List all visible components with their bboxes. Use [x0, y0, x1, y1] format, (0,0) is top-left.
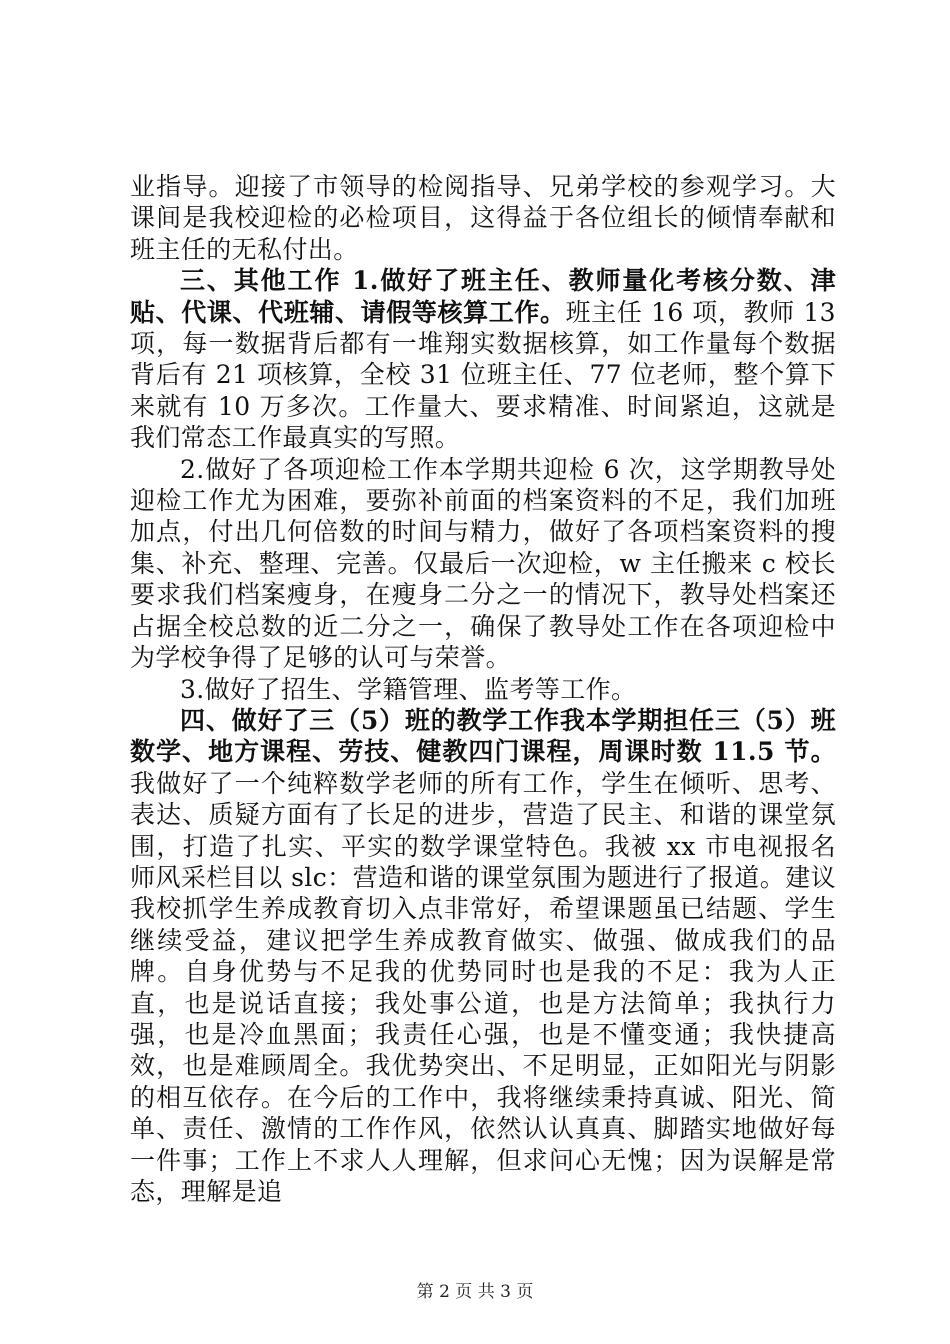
page-number-label: 第 2 页 共 3 页 [416, 1282, 534, 1302]
paragraph-4-text: 3.做好了招生、学籍管理、监考等工作。 [180, 674, 637, 704]
paragraph-4 [130, 674, 836, 705]
paragraph-5-text: 我做好了一个纯粹数学老师的所有工作，学生在倾听、思考、表达、质疑方面有了长足的进步，营造了民主、和谐的课堂氛围，打造了扎实、平实的数学课堂特色。我被 xx 市电视报名师风采栏目以 slc：营造和谐的课堂氛围为题进行了报道。建议我校抓学生养成教育切入点非常好，希望课题虽已结题、学生继续受益，建议把学生养成教育做实、做强、做成我们的品牌。自身优势与不足我的优势同时也是我的不足：我为人正直，也是说话直接；我处事公道，也是方法简单；我执行力强，也是冷血黑面；我责任心强，也是不懂变通；我快捷高效，也是难顾周全。我优势突出、不足明显，正如阳光与阴影的相互依存。在今后的工作中，我将继续秉持真诚、阳光、简单、责任、激情的工作作风，依然认认真真、脚踏实地做好每一件事；工作上不求人人理解，但求问心无愧；因为误解是常态，理解是追 [130, 768, 836, 1206]
section-3-heading: 三、其他工作 1.做好了班主任、教师量化考核分数、津贴、代课、代班辅、请假等核算工作。 [130, 266, 836, 327]
section-4-heading: 四、做好了三（5）班的教学工作我本学期担任三（5）班数学、地方课程、劳技、健教四门课程，周课时数 11.5 节。 [130, 705, 836, 767]
paragraph-2 [130, 265, 836, 453]
paragraph-1-text: 业指导。迎接了市领导的检阅指导、兄弟学校的参观学习。大课间是我校迎检的必检项目，这得益于各位组长的倾情奉献和班主任的无私付出。 [130, 172, 836, 264]
paragraph-5 [130, 705, 836, 1208]
body-text [130, 171, 836, 1207]
paragraph-3-text: 2.做好了各项迎检工作本学期共迎检 6 次，这学期教导处迎检工作尤为困难，要弥补前面的档案资料的不足，我们加班加点，付出几何倍数的时间与精力，做好了各项档案资料的搜集、补充、整理、完善。仅最后一次迎检，w 主任搬来 c 校长要求我们档案瘦身，在瘦身二分之一的情况下，教导处档案还占据全校总数的近二分之一，确保了教导处工作在各项迎检中为学校争得了足够的认可与荣誉。 [130, 454, 836, 673]
paragraph-2-text: 班主任 16 项，教师 13 项，每一数据背后都有一堆翔实数据核算，如工作量每个数据背后有 21 项核算，全校 31 位班主任、77 位老师，整个算下来就有 10 万多次。工作量大、要求精准、时间紧迫，这就是我们常态工作最真实的写照。 [130, 297, 836, 453]
page-footer [0, 1277, 950, 1302]
paragraph-3 [130, 454, 836, 674]
paragraph-1 [130, 171, 836, 265]
